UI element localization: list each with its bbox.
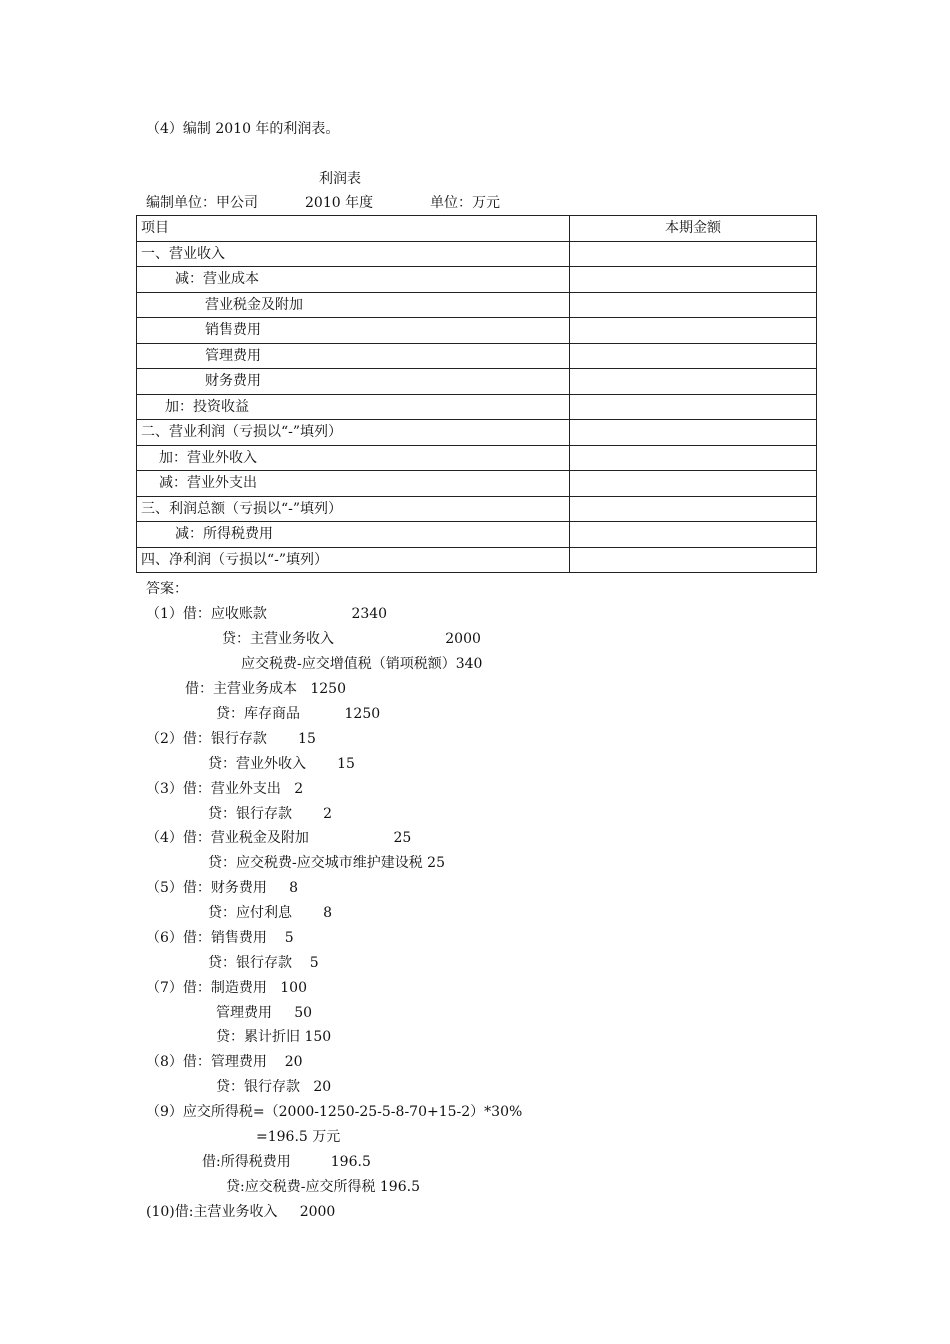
- header-item: 项目: [137, 216, 570, 242]
- answer-line: 贷：应付利息 8: [208, 905, 333, 921]
- amount-cell: [570, 445, 817, 471]
- table-row: [137, 267, 817, 293]
- amount-cell: [570, 471, 817, 497]
- row-label: 营业税金及附加: [137, 292, 570, 318]
- answer-line: 贷：累计折旧 150: [216, 1029, 332, 1045]
- table-row: [137, 241, 817, 267]
- amount-cell: [570, 318, 817, 344]
- amount-cell: [570, 547, 817, 573]
- answer-line: 贷：应交税费-应交城市维护建设税 25: [208, 855, 445, 871]
- table-row: [137, 420, 817, 446]
- answer-line: 贷：银行存款 2: [208, 806, 333, 822]
- row-label: 减：营业外支出: [137, 471, 570, 497]
- amount-cell: [570, 420, 817, 446]
- answer-line: （6）借：销售费用 5: [146, 930, 294, 946]
- row-label: 管理费用: [137, 343, 570, 369]
- answer-line: (10)借:主营业务收入 2000: [146, 1204, 336, 1220]
- section-heading: （4）编制 2010 年的利润表。: [146, 121, 340, 137]
- answer-line: （2）借：银行存款 15: [146, 731, 316, 747]
- row-label: 三、利润总额（亏损以“-”填列）: [137, 496, 570, 522]
- table-row: [137, 547, 817, 573]
- row-label: 二、营业利润（亏损以“-”填列）: [137, 420, 570, 446]
- answer-line: 贷：银行存款 20: [216, 1079, 332, 1095]
- answer-line: 借:所得税费用 196.5: [202, 1154, 371, 1170]
- table-row: [137, 471, 817, 497]
- row-label: 减：所得税费用: [137, 522, 570, 548]
- table-row: [137, 496, 817, 522]
- amount-cell: [570, 343, 817, 369]
- amount-cell: [570, 369, 817, 395]
- amount-cell: [570, 267, 817, 293]
- answer-line: =196.5 万元: [256, 1129, 341, 1145]
- income-statement-table: [136, 215, 817, 573]
- statement-title: 利润表: [319, 171, 361, 187]
- answer-line: 借：主营业务成本 1250: [185, 681, 346, 697]
- answer-line: （7）借：制造费用 100: [146, 980, 307, 996]
- prepared-by: 编制单位：甲公司: [146, 195, 258, 211]
- answer-line: 贷：主营业务收入 2000: [222, 631, 481, 647]
- table-row: [137, 522, 817, 548]
- answer-line: 管理费用 50: [216, 1005, 313, 1021]
- period: 2010 年度: [305, 195, 374, 211]
- table-row: [137, 343, 817, 369]
- table-header-row: [137, 216, 817, 242]
- amount-cell: [570, 496, 817, 522]
- answer-line: 应交税费-应交增值税（销项税额）340: [241, 656, 483, 672]
- table-row: [137, 318, 817, 344]
- answer-line: （1）借：应收账款 2340: [146, 606, 388, 622]
- answer-line: 贷：营业外收入 15: [208, 756, 355, 772]
- row-label: 财务费用: [137, 369, 570, 395]
- header-amount: 本期金额: [570, 216, 817, 242]
- amount-cell: [570, 292, 817, 318]
- row-label: 减：营业成本: [137, 267, 570, 293]
- row-label: 加：投资收益: [137, 394, 570, 420]
- amount-cell: [570, 522, 817, 548]
- answer-line: （8）借：管理费用 20: [146, 1054, 303, 1070]
- answer-line: （4）借：营业税金及附加 25: [146, 830, 412, 846]
- table-row: [137, 292, 817, 318]
- answer-label: 答案：: [146, 581, 188, 597]
- amount-cell: [570, 241, 817, 267]
- answer-line: 贷：库存商品 1250: [216, 706, 381, 722]
- row-label: 销售费用: [137, 318, 570, 344]
- row-label: 加：营业外收入: [137, 445, 570, 471]
- row-label: 一、营业收入: [137, 241, 570, 267]
- row-label: 四、净利润（亏损以“-”填列）: [137, 547, 570, 573]
- unit-label: 单位：万元: [430, 195, 500, 211]
- table-row: [137, 445, 817, 471]
- answer-line: （9）应交所得税=（2000-1250-25-5-8-70+15-2）*30%: [146, 1104, 523, 1120]
- answer-line: （5）借：财务费用 8: [146, 880, 299, 896]
- amount-cell: [570, 394, 817, 420]
- table-row: [137, 394, 817, 420]
- answer-line: （3）借：营业外支出 2: [146, 781, 304, 797]
- answer-line: 贷：银行存款 5: [208, 955, 319, 971]
- table-row: [137, 369, 817, 395]
- answer-line: 贷:应交税费-应交所得税 196.5: [226, 1179, 420, 1195]
